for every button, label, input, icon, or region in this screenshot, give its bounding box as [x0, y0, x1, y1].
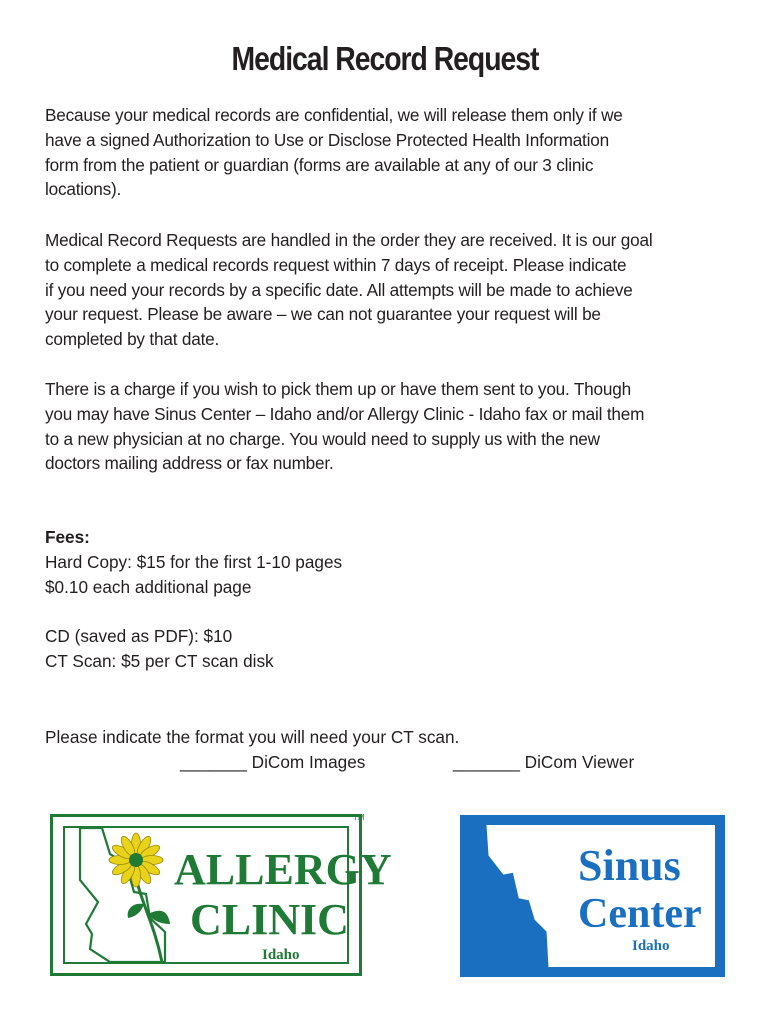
trademark-mark: TM — [353, 813, 365, 822]
paragraph-line: completed by that date. — [45, 329, 220, 350]
sinus-logo-line2: Center — [578, 891, 702, 937]
paragraph-line: have a signed Authorization to Use or Disclose Protected Health Information — [45, 129, 609, 150]
allergy-logo-line1: ALLERGY — [174, 845, 392, 894]
fees-heading: Fees: — [45, 527, 90, 547]
paragraph-line: to complete a medical records request within 7 days of receipt. Please indicate — [45, 254, 627, 275]
paragraph-line: There is a charge if you wish to pick them up or have them sent to you. Though — [45, 379, 631, 399]
ct-format-question: Please indicate the format you will need your CT scan. — [45, 727, 460, 747]
paragraph-line: if you need your records by a specific date. All attempts will be made to achieve — [45, 279, 633, 300]
dicom-images-option[interactable]: _______ DiCom Images — [180, 752, 366, 772]
paragraph-line: doctors mailing address or fax number. — [45, 453, 334, 474]
fee-cd: CD (saved as PDF): $10 — [45, 626, 233, 647]
allergy-logo-sub: Idaho — [262, 947, 300, 963]
paragraph-line: to a new physician at no charge. You would need to supply us with the new — [45, 428, 600, 449]
paragraph-line: Medical Record Requests are handled in the order they are received. It is our goal — [45, 230, 653, 250]
allergy-logo-line2: CLINIC — [190, 895, 349, 944]
dicom-viewer-option[interactable]: _______ DiCom Viewer — [453, 752, 635, 772]
spacer — [45, 599, 342, 624]
sinus-logo-sub: Idaho — [632, 938, 670, 954]
sinus-logo-line1: Sinus — [578, 841, 681, 890]
charge-paragraph — [45, 377, 735, 476]
processing-paragraph — [45, 228, 735, 352]
fee-hard-copy: Hard Copy: $15 for the first 1-10 pages — [45, 551, 343, 572]
sinus-center-logo — [460, 815, 725, 977]
paragraph-line: Because your medical records are confidential, we will release them only if we — [45, 105, 623, 125]
confidentiality-paragraph — [45, 103, 735, 202]
paragraph-line: you may have Sinus Center – Idaho and/or Allergy Clinic - Idaho fax or mail them — [45, 403, 645, 424]
paragraph-line: locations). — [45, 179, 122, 200]
fees-section — [45, 525, 342, 674]
paragraph-line: your request. Please be aware – we can not guarantee your request will be — [45, 304, 601, 325]
paragraph-line: form from the patient or guardian (forms are available at any of our 3 clinic — [45, 154, 594, 175]
fee-additional-page: $0.10 each additional page — [45, 576, 252, 597]
page-title: Medical Record Request — [231, 40, 539, 77]
fee-ct-scan: CT Scan: $5 per CT scan disk — [45, 651, 274, 672]
allergy-clinic-logo — [50, 814, 392, 976]
